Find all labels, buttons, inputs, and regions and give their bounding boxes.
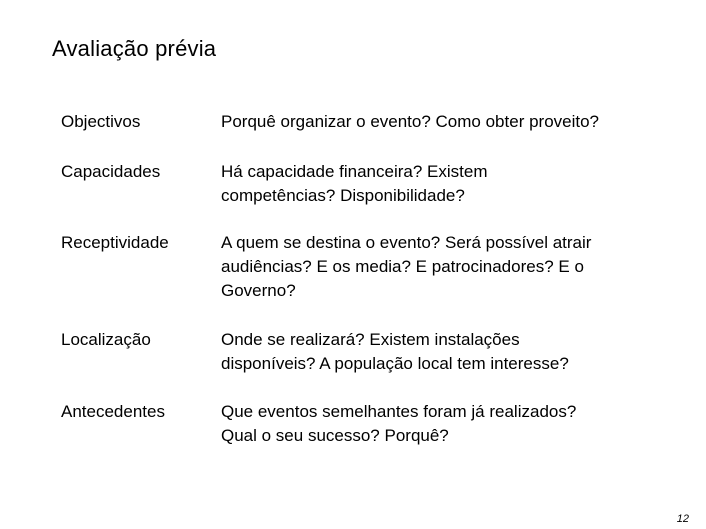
description-line: Governo? [221, 281, 296, 300]
description-line: competências? Disponibilidade? [221, 186, 465, 205]
row-label: Capacidades [61, 162, 161, 181]
row-description [221, 328, 671, 376]
row-label: Antecedentes [61, 402, 165, 421]
row-description [221, 400, 671, 448]
description-line: Qual o seu sucesso? Porquê? [221, 426, 449, 445]
page-number: 12 [676, 513, 689, 525]
description-line: Onde se realizará? Existem instalações [221, 330, 520, 349]
row-description [221, 160, 671, 208]
row-label: Objectivos [61, 112, 141, 131]
slide-title: Avaliação prévia [52, 36, 217, 61]
description-line: Que eventos semelhantes foram já realizados? [221, 402, 577, 421]
description-line: disponíveis? A população local tem interesse? [221, 354, 569, 373]
row-label: Localização [61, 330, 151, 349]
description-line: A quem se destina o evento? Será possível atrair [221, 233, 592, 252]
row-description [221, 110, 671, 134]
description-line: Porquê organizar o evento? Como obter proveito? [221, 112, 600, 131]
description-line: audiências? E os media? E patrocinadores? E o [221, 257, 584, 276]
row-description [221, 231, 671, 303]
description-line: Há capacidade financeira? Existem [221, 162, 488, 181]
row-label: Receptividade [61, 233, 169, 252]
